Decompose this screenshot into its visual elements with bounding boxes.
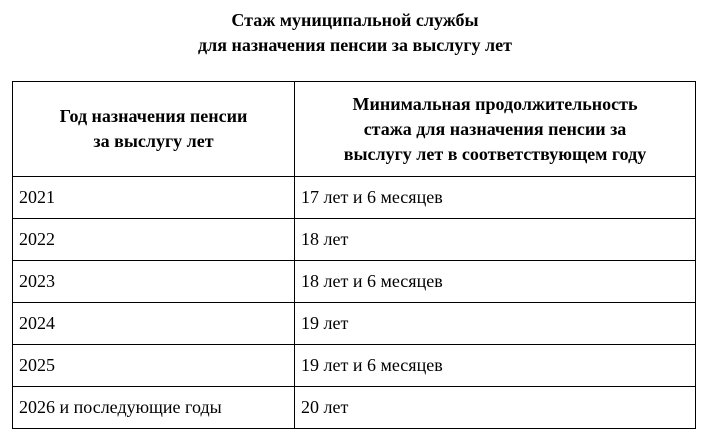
title-line-1: Стаж муниципальной службы [231,10,479,30]
duration-cell: 18 лет и 6 месяцев [295,261,696,303]
duration-cell: 17 лет и 6 месяцев [295,177,696,219]
header-duration-line-2: стажа для назначения пенсии за [363,118,627,139]
year-cell: 2026 и последующие годы [13,387,295,429]
header-duration-line-1: Минимальная продолжительность [352,93,638,114]
header-year-line-2: за выслугу лет [93,131,214,151]
table-row [13,261,696,303]
table-row [13,303,696,345]
duration-cell: 19 лет и 6 месяцев [295,345,696,387]
duration-cell: 20 лет [295,387,696,429]
table-row [13,219,696,261]
duration-cell: 19 лет [295,303,696,345]
service-length-table [12,81,696,429]
year-cell: 2025 [13,345,295,387]
header-year [13,82,295,177]
year-cell: 2024 [13,303,295,345]
year-cell: 2022 [13,219,295,261]
table-row [13,345,696,387]
table-row [13,387,696,429]
year-cell: 2023 [13,261,295,303]
document-title [0,8,710,58]
header-year-line-1: Год назначения пенсии [59,106,248,126]
header-duration [295,82,696,177]
table-row [13,177,696,219]
title-line-2: для назначения пенсии за выслугу лет [198,35,512,55]
table-header-row [13,82,696,177]
duration-cell: 18 лет [295,219,696,261]
header-duration-line-3: выслугу лет в соответствующем году [343,143,647,164]
year-cell: 2021 [13,177,295,219]
